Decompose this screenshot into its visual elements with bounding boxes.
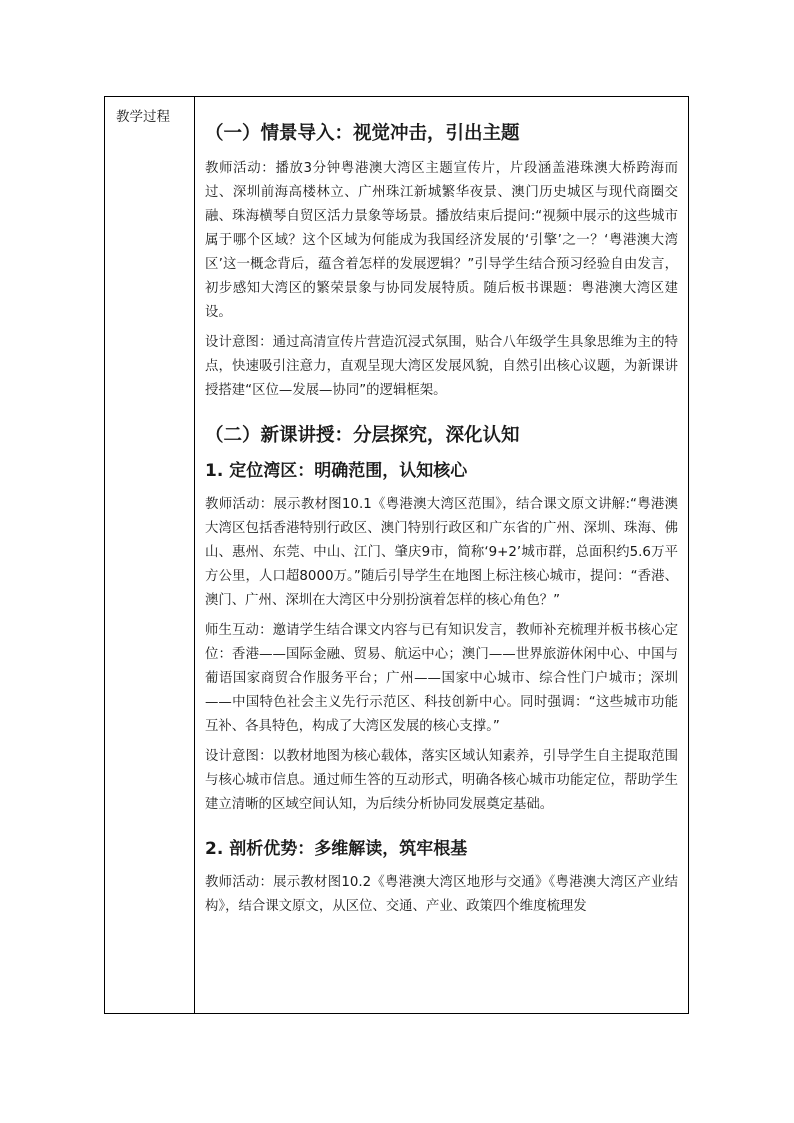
section1-title: （一）情景导入：视觉冲击，引出主题 xyxy=(205,123,520,144)
subsection2-title: 2. 剖析优势：多维解读，筑牢根基 xyxy=(205,839,468,859)
subsection1-design-intent: 设计意图：以教材地图为核心载体，落实区域认知素养，引导学生自主提取范围与核心城市信息。通过师生答的互动形式，明确各核心城市功能定位，帮助学生建立清晰的区域空间认知，为后续分析协同发展奠定基础。 xyxy=(205,749,678,812)
subsection1-teacher-activity: 教师活动：展示教材图10.1《粤港澳大湾区范围》，结合课文原文讲解:“粤港澳大湾区包括香港特别行政区、澳门特别行政区和广东省的广州、深圳、珠海、佛山、惠州、东莞、中山、江门、肇庆9市，简称‘9+2’城市群，总面积约5.6万平方公里，人口超8000万。”随后引导学生在地图上标注核心城市，提问：“香港、澳门、广州、深圳在大湾区中分别扮演着怎样的核心角色？” xyxy=(205,497,678,608)
section2-title: （二）新课讲授：分层探究，深化认知 xyxy=(205,425,520,446)
section1-teacher-activity: 教师活动：播放3分钟粤港澳大湾区主题宣传片，片段涵盖港珠澳大桥跨海而过、深圳前海高楼林立、广州珠江新城繁华夜景、澳门历史城区与现代商圈交融、珠海横琴自贸区活力景象等场景。播放结束后提问:“视频中展示的这些城市属于哪个区域？这个区域为何能成为我国经济发展的‘引擎’之一？‘粤港澳大湾区’这一概念背后，蕴含着怎样的发展逻辑？”引导学生结合预习经验自由发言，初步感知大湾区的繁荣景象与协同发展特质。随后板书课题：粤港澳大湾区建设。 xyxy=(205,161,678,320)
label-cell xyxy=(105,97,195,1013)
section1-design-intent: 设计意图：通过高清宣传片营造沉浸式氛围，贴合八年级学生具象思维为主的特点，快速吸引注意力，直观呈现大湾区发展风貌，自然引出核心议题，为新课讲授搭建“区位—发展—协同”的逻辑框架。 xyxy=(205,335,678,398)
subsection2-teacher-activity: 教师活动：展示教材图10.2《粤港澳大湾区地形与交通》《粤港澳大湾区产业结构》，结合课文原文，从区位、交通、产业、政策四个维度梳理发 xyxy=(205,875,678,914)
label-teaching-process: 教学过程 xyxy=(116,109,170,125)
content-cell xyxy=(195,97,688,1013)
subsection1-interaction: 师生互动：邀请学生结合课文内容与已有知识发言，教师补充梳理并板书核心定位：香港——国际金融、贸易、航运中心；澳门——世界旅游休闲中心、中国与葡语国家商贸合作服务平台；广州——国家中心城市、综合性门户城市；深圳——中国特色社会主义先行示范区、科技创新中心。同时强调：“这些城市功能互补、各具特色，构成了大湾区发展的核心支撑。” xyxy=(205,623,678,734)
subsection1-title: 1. 定位湾区：明确范围，认知核心 xyxy=(205,461,468,481)
lesson-table xyxy=(104,96,689,1014)
